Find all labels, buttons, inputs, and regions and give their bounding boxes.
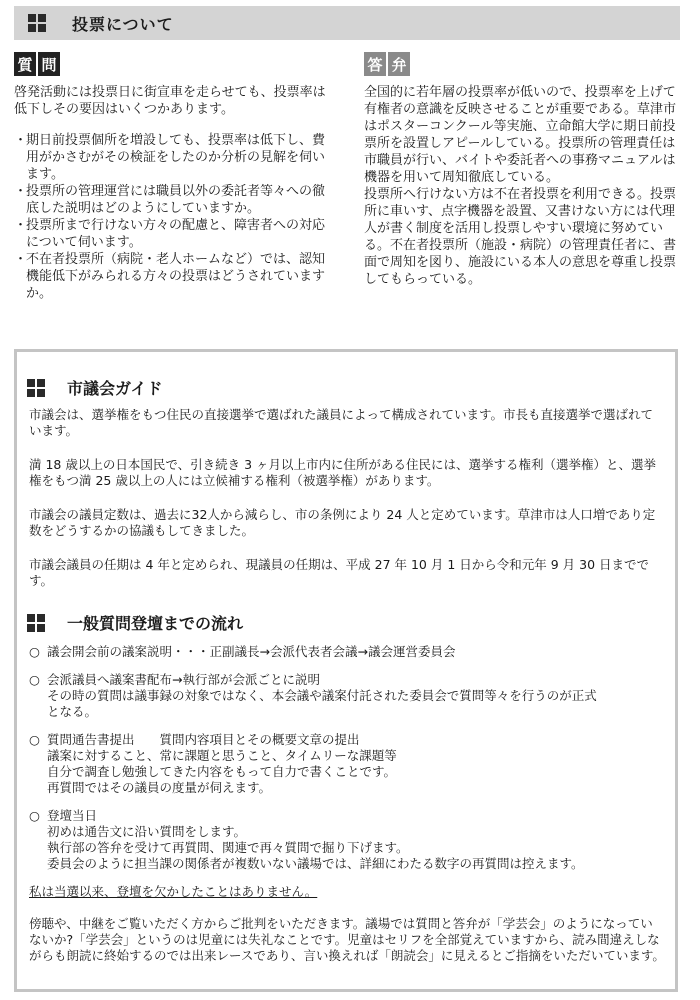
guide-paragraph: 市議会議員の任期は 4 年と定められ、現議員の任期は、平成 27 年 10 月 1 日から令和元年 9 月 30 日までです。: [29, 557, 650, 588]
bullet-mark: ・: [14, 252, 28, 267]
flow-closing: 傍聴や、中継をご覧いただく方からご批判をいただきます。議場では質問と答弁が「学芸会」のようになっていないか?「学芸会」というのは児童には失礼なことです。児童はセリフを全部覚えていますから、読み間違えしながらも朗読に終始するのでは出来レースであり、言い換えれば「朗読会」に見えるとご指摘をいただいています。: [29, 916, 665, 963]
question-column: [14, 52, 332, 302]
answer-tag: [364, 52, 682, 76]
flow-heading: [27, 611, 675, 634]
section-header-bar: [14, 6, 680, 40]
flow-steps: [29, 644, 665, 872]
bullet-mark: ・: [14, 218, 28, 233]
flow-step-line: 登壇当日: [47, 808, 98, 823]
grid-square-icon: [27, 614, 45, 632]
question-list: [14, 132, 332, 302]
question-item-text: 不在者投票所（病院・老人ホームなど）では、認知機能低下がみられる方々の投票はどうされていますか。: [26, 252, 326, 301]
guide-paragraph: 市議会は、選挙権をもつ住民の直接選挙で選ばれた議員によって構成されています。市長も直接選挙で選ばれています。: [29, 407, 654, 438]
flow-step-line: その時の質問は議事録の対象ではなく、本会議や議案付託された委員会で質問等々を行うのが正式: [47, 688, 597, 703]
flow-step: [29, 732, 665, 796]
answer-tag-char: 答: [364, 52, 386, 76]
guide-title: 市議会ガイド: [67, 379, 163, 398]
question-intro: 啓発活動には投票日に街宣車を走らせても、投票率は低下しその要因はいくつかあります。: [14, 85, 326, 117]
question-tag-char: 質: [14, 52, 36, 76]
flow-step-line: 再質問ではその議員の度量が伺えます。: [47, 780, 272, 795]
council-guide-box: [14, 349, 678, 992]
flow-step-line: 自分で調査し勉強してきた内容をもって自力で書くことです。: [47, 764, 397, 779]
flow-step-line: 議案に対すること、常に課題と思うこと、タイムリーな課題等: [47, 748, 397, 763]
question-item: [14, 183, 332, 217]
guide-paragraph: 市議会の議員定数は、過去に32人から減らし、市の条例により 24 人と定めています。草津市は人口増であり定数をどうするかの協議もしてきました。: [29, 507, 656, 538]
question-item: [14, 217, 332, 251]
question-item-text: 投票所の管理運営には職員以外の委託者等々への徹底した説明はどのようにしていますか。: [26, 184, 326, 216]
flow-step-line: 会派議員へ議案書配布→執行部が会派ごとに説明: [47, 672, 320, 687]
flow-step: [29, 644, 665, 660]
bullet-mark: ・: [14, 133, 28, 148]
circle-marker-icon: ○: [29, 644, 40, 659]
grid-square-icon: [28, 14, 46, 32]
question-tag: [14, 52, 332, 76]
answer-column: [364, 52, 682, 288]
flow-title: 一般質問登壇までの流れ: [67, 614, 244, 633]
guide-paragraph: 満 18 歳以上の日本国民で、引き続き 3 ヶ月以上市内に住所がある住民には、選挙する権利（選挙権）と、選挙権をもつ満 25 歳以上の人には立候補する権利（被選挙権）があります。: [29, 457, 657, 488]
question-tag-char: 問: [38, 52, 60, 76]
circle-marker-icon: ○: [29, 672, 40, 687]
flow-step-line: 執行部の答弁を受けて再質問、関連で再々質問で掘り下げます。: [47, 840, 409, 855]
flow-step: [29, 808, 665, 872]
circle-marker-icon: ○: [29, 808, 40, 823]
flow-step-line: 初めは通告文に沿い質問をします。: [47, 824, 247, 839]
answer-paragraph: 全国的に若年層の投票率が低いので、投票率を上げて有権者の意識を反映させることが重要である。草津市はポスターコンクール等実施、立命館大学に期日前投票所を設置しアピールしている。投票所の管理責任は市職員が行い、バイトや委託者への事務マニュアルは機器を用いて周知徹底している。: [364, 85, 677, 185]
question-item: [14, 251, 332, 302]
question-item-text: 投票所まで行けない方々の配慮と、障害者への対応について伺います。: [26, 218, 326, 250]
answer-tag-char: 弁: [388, 52, 410, 76]
flow-step-line: 質問通告書提出 質問内容項目とその概要文章の提出: [47, 732, 360, 747]
flow-note: 私は当選以来、登壇を欠かしたことはありません。: [29, 884, 318, 899]
grid-square-icon: [27, 379, 45, 397]
flow-step-line: となる。: [47, 704, 98, 719]
guide-heading: [27, 376, 675, 399]
flow-step-line: 委員会のように担当課の関係者が複数いない議場では、詳細にわたる数字の再質問は控えます。: [47, 856, 584, 871]
question-item-text: 期日前投票個所を増設しても、投票率は低下し、費用がかさむがその検証をしたのか分析の見解を伺います。: [26, 133, 326, 182]
flow-step-line: 議会開会前の議案説明・・・正副議長→会派代表者会議→議会運営委員会: [47, 644, 456, 659]
bullet-mark: ・: [14, 184, 28, 199]
question-item: [14, 132, 332, 183]
page-title: 投票について: [72, 14, 174, 34]
circle-marker-icon: ○: [29, 732, 40, 747]
flow-step: [29, 672, 665, 720]
answer-paragraph: 投票所へ行けない方は不在者投票を利用できる。投票所に車いす、点字機器を設置、又書けない方には代理人が書く制度を活用し投票しやすい環境に努めている。不在者投票所（施設・病院）の管理責任者に、書面で周知を図り、施設にいる本人の意思を尊重し投票してもらっている。: [364, 187, 677, 287]
